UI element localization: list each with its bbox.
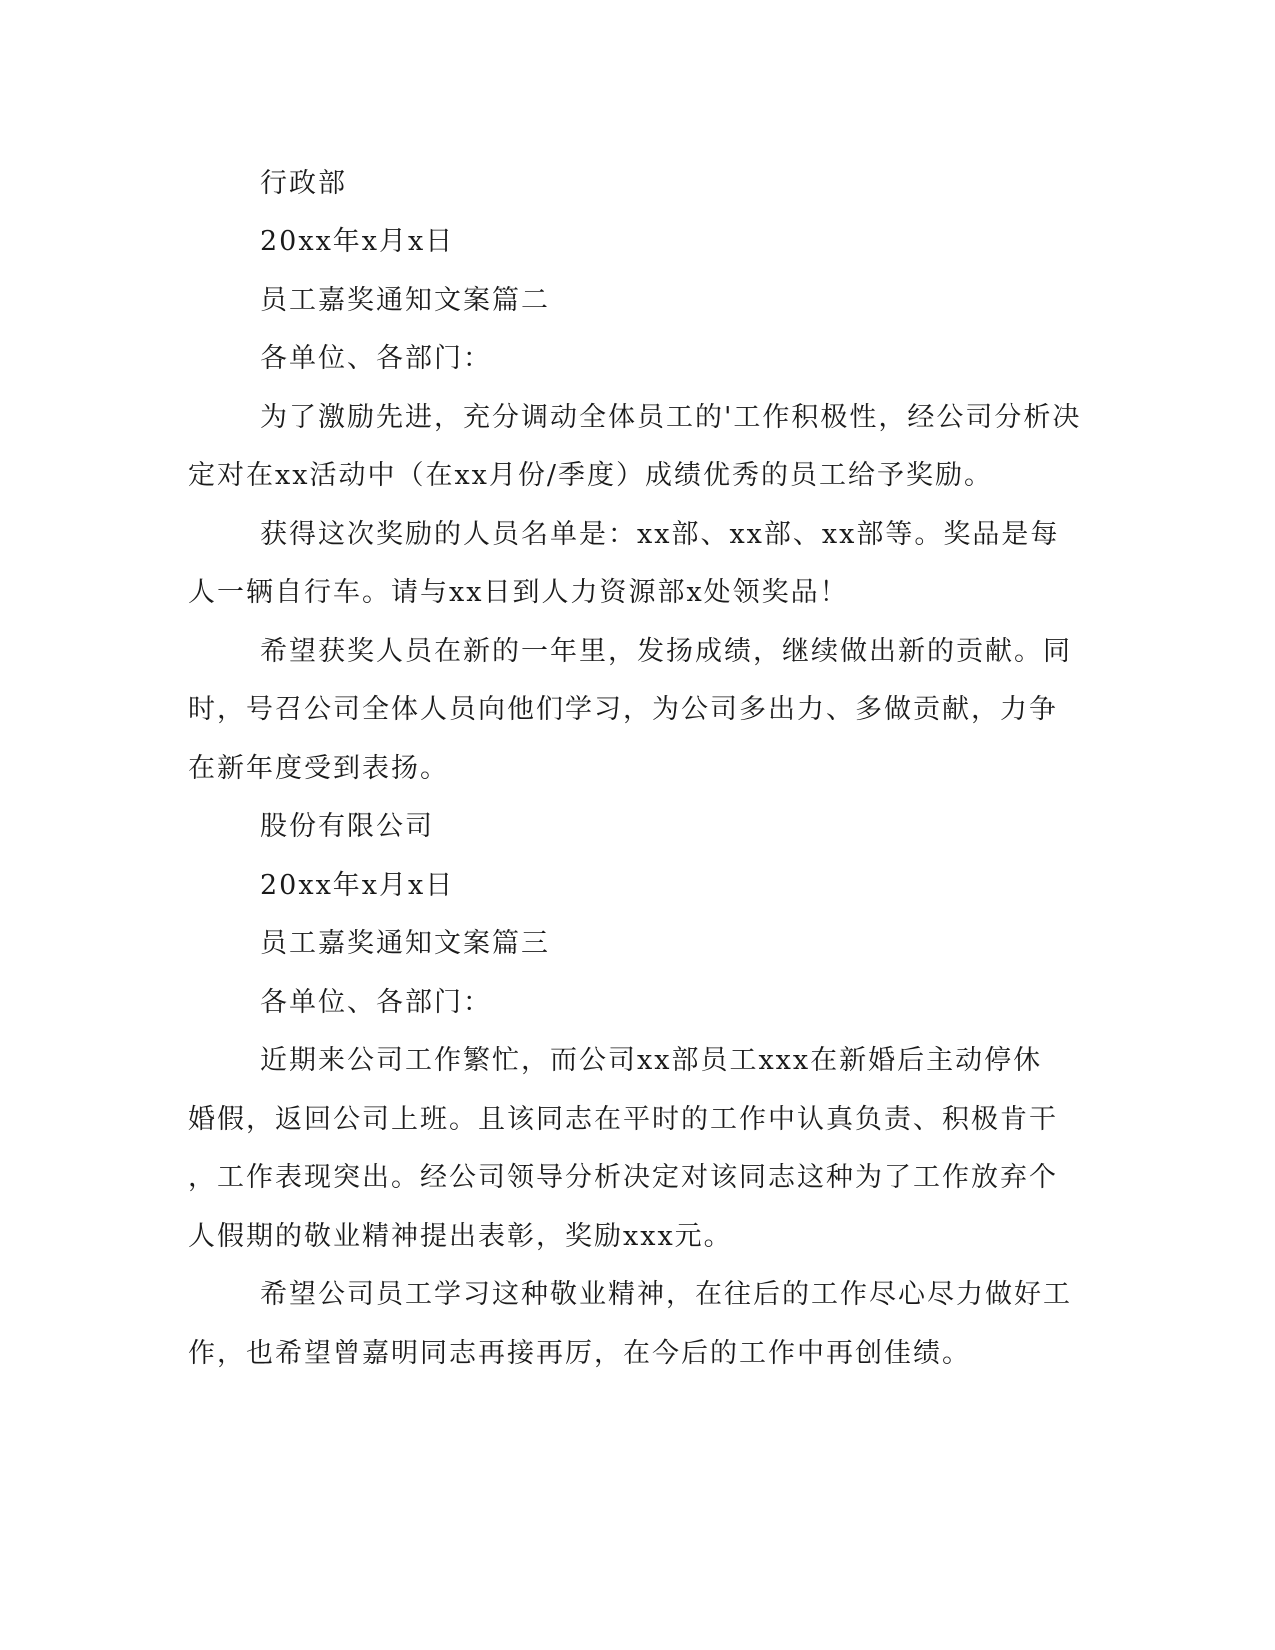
body-line: 定对在xx活动中（在xx月份/季度）成绩优秀的员工给予奖励。	[188, 460, 994, 491]
body-line: 希望获奖人员在新的一年里，发扬成绩，继续做出新的贡献。同	[260, 636, 1072, 667]
body-line: 为了激励先进，充分调动全体员工的'工作积极性，经公司分析决	[260, 402, 1082, 433]
body-line: 人一辆自行车。请与xx日到人力资源部x处领奖品！	[188, 577, 849, 608]
salutation: 各单位、各部门：	[260, 987, 492, 1018]
body-line: 获得这次奖励的人员名单是：xx部、xx部、xx部等。奖品是每	[260, 519, 1060, 550]
section-title-3: 员工嘉奖通知文案篇三	[260, 928, 550, 959]
salutation: 各单位、各部门：	[260, 343, 492, 374]
body-line: ，工作表现突出。经公司领导分析决定对该同志这种为了工作放弃个	[188, 1162, 1058, 1193]
sender-department: 行政部	[260, 168, 347, 199]
section-title-2: 员工嘉奖通知文案篇二	[260, 285, 550, 316]
sender-company: 股份有限公司	[260, 811, 434, 842]
body-line: 作，也希望曾嘉明同志再接再厉，在今后的工作中再创佳绩。	[188, 1338, 971, 1369]
date-line: 20xx年x月x日	[260, 226, 455, 257]
body-line: 人假期的敬业精神提出表彰，奖励xxx元。	[188, 1221, 733, 1252]
body-line: 近期来公司工作繁忙，而公司xx部员工xxx在新婚后主动停休	[260, 1045, 1043, 1076]
body-line: 婚假，返回公司上班。且该同志在平时的工作中认真负责、积极肯干	[188, 1104, 1058, 1135]
body-line: 时，号召公司全体人员向他们学习，为公司多出力、多做贡献，力争	[188, 694, 1058, 725]
date-line: 20xx年x月x日	[260, 870, 455, 901]
body-line: 希望公司员工学习这种敬业精神，在往后的工作尽心尽力做好工	[260, 1279, 1072, 1310]
body-line: 在新年度受到表扬。	[188, 753, 449, 784]
